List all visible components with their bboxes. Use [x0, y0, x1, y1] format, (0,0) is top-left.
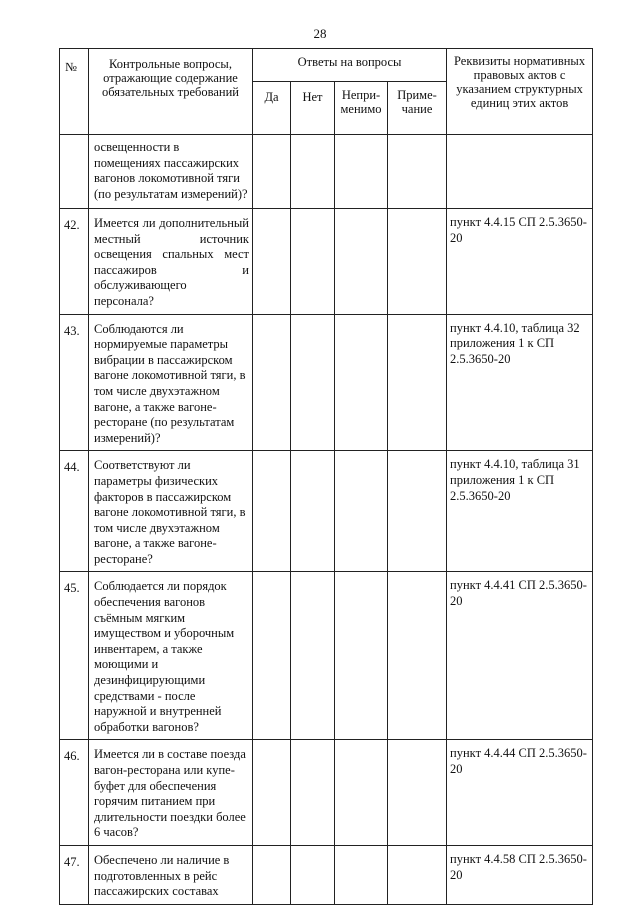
row-reference: пункт 4.4.41 СП 2.5.3650-20 — [447, 572, 593, 740]
row-number: 45. — [60, 572, 89, 740]
row-reference: пункт 4.4.44 СП 2.5.3650-20 — [447, 740, 593, 846]
row-reference: пункт 4.4.15 СП 2.5.3650-20 — [447, 209, 593, 315]
answer-yes-cell[interactable] — [253, 572, 291, 740]
table-row — [60, 845, 593, 904]
table-row — [60, 572, 593, 740]
answer-note-cell[interactable] — [388, 451, 447, 572]
row-number — [60, 135, 89, 209]
answer-yes-cell[interactable] — [253, 209, 291, 315]
row-question: Имеется ли в составе поезда вагон-ресторана или купе-буфет для обеспечения горячим питанием при длительности поездки более 6 часов? — [89, 740, 253, 846]
answer-na-cell[interactable] — [335, 845, 388, 904]
row-reference — [447, 135, 593, 209]
table-row — [60, 314, 593, 451]
row-number: 43. — [60, 314, 89, 451]
header-not-applicable: Непри-менимо — [335, 82, 388, 135]
header-note: Приме-чание — [388, 82, 447, 135]
row-question: Соблюдаются ли нормируемые параметры вибрации в пассажирском вагоне локомотивной тяги, в том числе двухэтажном вагоне, а также вагоне-ресторане (по результатам измерений)? — [89, 314, 253, 451]
answer-no-cell[interactable] — [291, 845, 335, 904]
row-question: Обеспечено ли наличие в подготовленных в рейс пассажирских составах — [89, 845, 253, 904]
row-question: Соблюдается ли порядок обеспечения вагонов съёмным мягким имуществом и уборочным инвентарем, а также моющими и дезинфицирующими средствами - после наружной и внутренней обработки вагонов? — [89, 572, 253, 740]
answer-na-cell[interactable] — [335, 572, 388, 740]
answer-no-cell[interactable] — [291, 451, 335, 572]
row-reference: пункт 4.4.58 СП 2.5.3650-20 — [447, 845, 593, 904]
answer-yes-cell[interactable] — [253, 845, 291, 904]
answer-na-cell[interactable] — [335, 135, 388, 209]
header-answers: Ответы на вопросы — [253, 49, 447, 82]
answer-note-cell[interactable] — [388, 135, 447, 209]
row-reference: пункт 4.4.10, таблица 31 приложения 1 к СП 2.5.3650-20 — [447, 451, 593, 572]
answer-note-cell[interactable] — [388, 845, 447, 904]
table-row — [60, 135, 593, 209]
answer-no-cell[interactable] — [291, 314, 335, 451]
table-row — [60, 209, 593, 315]
header-no: Нет — [291, 82, 335, 135]
row-question: Соответствуют ли параметры физических факторов в пассажирском вагоне локомотивной тяги, в том числе двухэтажном вагоне, а также вагоне-ресторане? — [89, 451, 253, 572]
answer-na-cell[interactable] — [335, 740, 388, 846]
table-row — [60, 451, 593, 572]
row-number: 46. — [60, 740, 89, 846]
row-question: освещенности в помещениях пассажирских вагонов локомотивной тяги (по результатам измерений)? — [89, 135, 253, 209]
answer-no-cell[interactable] — [291, 135, 335, 209]
answer-yes-cell[interactable] — [253, 451, 291, 572]
header-questions: Контрольные вопросы, отражающие содержание обязательных требований — [89, 49, 253, 135]
answer-note-cell[interactable] — [388, 572, 447, 740]
answer-note-cell[interactable] — [388, 209, 447, 315]
answer-yes-cell[interactable] — [253, 740, 291, 846]
checklist-table — [59, 48, 593, 905]
answer-no-cell[interactable] — [291, 572, 335, 740]
row-question: Имеется ли дополнительный местный источник освещения спальных мест пассажиров и обслуживающего персонала? — [89, 209, 253, 315]
answer-note-cell[interactable] — [388, 314, 447, 451]
answer-na-cell[interactable] — [335, 451, 388, 572]
answer-na-cell[interactable] — [335, 314, 388, 451]
answer-note-cell[interactable] — [388, 740, 447, 846]
row-number: 47. — [60, 845, 89, 904]
answer-yes-cell[interactable] — [253, 314, 291, 451]
answer-yes-cell[interactable] — [253, 135, 291, 209]
answer-no-cell[interactable] — [291, 740, 335, 846]
header-number: № — [60, 49, 89, 135]
row-number: 42. — [60, 209, 89, 315]
page-number: 28 — [313, 26, 327, 41]
table-row — [60, 740, 593, 846]
row-number: 44. — [60, 451, 89, 572]
header-references: Реквизиты нормативных правовых актов с указанием структурных единиц этих актов — [447, 49, 593, 135]
row-reference: пункт 4.4.10, таблица 32 приложения 1 к СП 2.5.3650-20 — [447, 314, 593, 451]
header-yes: Да — [253, 82, 291, 135]
answer-na-cell[interactable] — [335, 209, 388, 315]
answer-no-cell[interactable] — [291, 209, 335, 315]
